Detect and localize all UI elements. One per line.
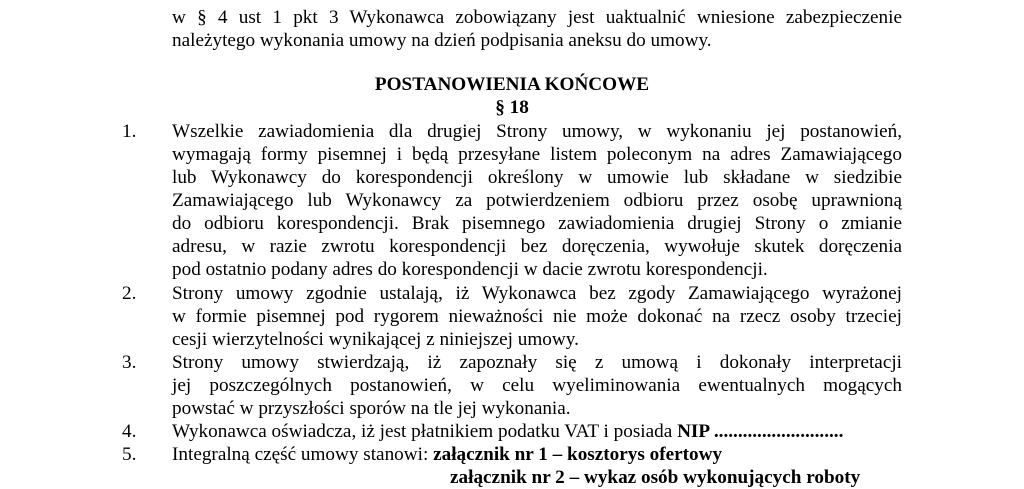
list-item-number: 5. xyxy=(122,444,137,465)
list-item-line: wymagają formy pisemnej i będą przesyłane listem poleconym na adres Zamawiającego xyxy=(172,144,902,165)
list-item-line: do odbioru korespondencji. Brak pisemnego zawiadomienia drugiej Strony o zmianie xyxy=(172,213,902,234)
list-item-line: pod ostatnio podany adres do korespondencji w dacie zwrotu korespondencji. xyxy=(172,259,768,280)
list-item-line: cesji wierzytelności wynikającej z niniejszej umowy. xyxy=(172,329,579,350)
list-item-line xyxy=(172,443,902,466)
attachment-2: załącznik nr 2 – wykaz osób wykonujących roboty xyxy=(450,467,861,488)
list-item-line: Zamawiającego lub Wykonawcy za potwierdzeniem odbioru przez osobę uprawnioną xyxy=(172,190,902,211)
vat-statement: Wykonawca oświadcza, iż jest płatnikiem podatku VAT i posiada xyxy=(172,421,678,442)
list-item-number: 2. xyxy=(122,283,137,304)
section-number: § 18 xyxy=(495,97,529,118)
section-title: POSTANOWIENIA KOŃCOWE xyxy=(374,74,650,95)
nip-field: NIP ........................... xyxy=(677,421,844,442)
list-item-line: lub Wykonawcy do korespondencji określony w umowie lub składane w siedzibie xyxy=(172,167,902,188)
list-item-number: 3. xyxy=(122,352,137,373)
list-item-line: Wszelkie zawiadomienia dla drugiej Strony umowy, w wykonaniu jej postanowień, xyxy=(172,121,902,142)
list-item-line: w formie pisemnej pod rygorem nieważności nie może dokonać na rzecz osoby trzeciej xyxy=(172,306,902,327)
paragraph-line: należytego wykonania umowy na dzień podpisania aneksu do umowy. xyxy=(172,30,712,51)
list-item-number: 4. xyxy=(122,421,137,442)
list-item-line: powstać w przyszłości sporów na tle jej wykonania. xyxy=(172,398,571,419)
list-item-line: adresu, w razie zwrotu korespondencji bez doręczenia, wywołuje skutek doręczenia xyxy=(172,236,902,257)
list-item-line xyxy=(172,420,902,443)
attachments-intro: Integralną część umowy stanowi: xyxy=(172,444,434,465)
list-item-line: Strony umowy zgodnie ustalają, iż Wykonawca bez zgody Zamawiającego wyrażonej xyxy=(172,283,902,304)
list-item-line: jej poszczególnych postanowień, w celu wyeliminowania ewentualnych mogących xyxy=(172,375,902,396)
list-item-line: Strony umowy stwierdzają, iż zapoznały się z umową i dokonały interpretacji xyxy=(172,352,902,373)
attachment-1: załącznik nr 1 – kosztorys ofertowy xyxy=(433,444,723,465)
paragraph-line: w § 4 ust 1 pkt 3 Wykonawca zobowiązany jest uaktualnić wniesione zabezpieczenie xyxy=(172,7,902,28)
list-item-number: 1. xyxy=(122,121,137,142)
